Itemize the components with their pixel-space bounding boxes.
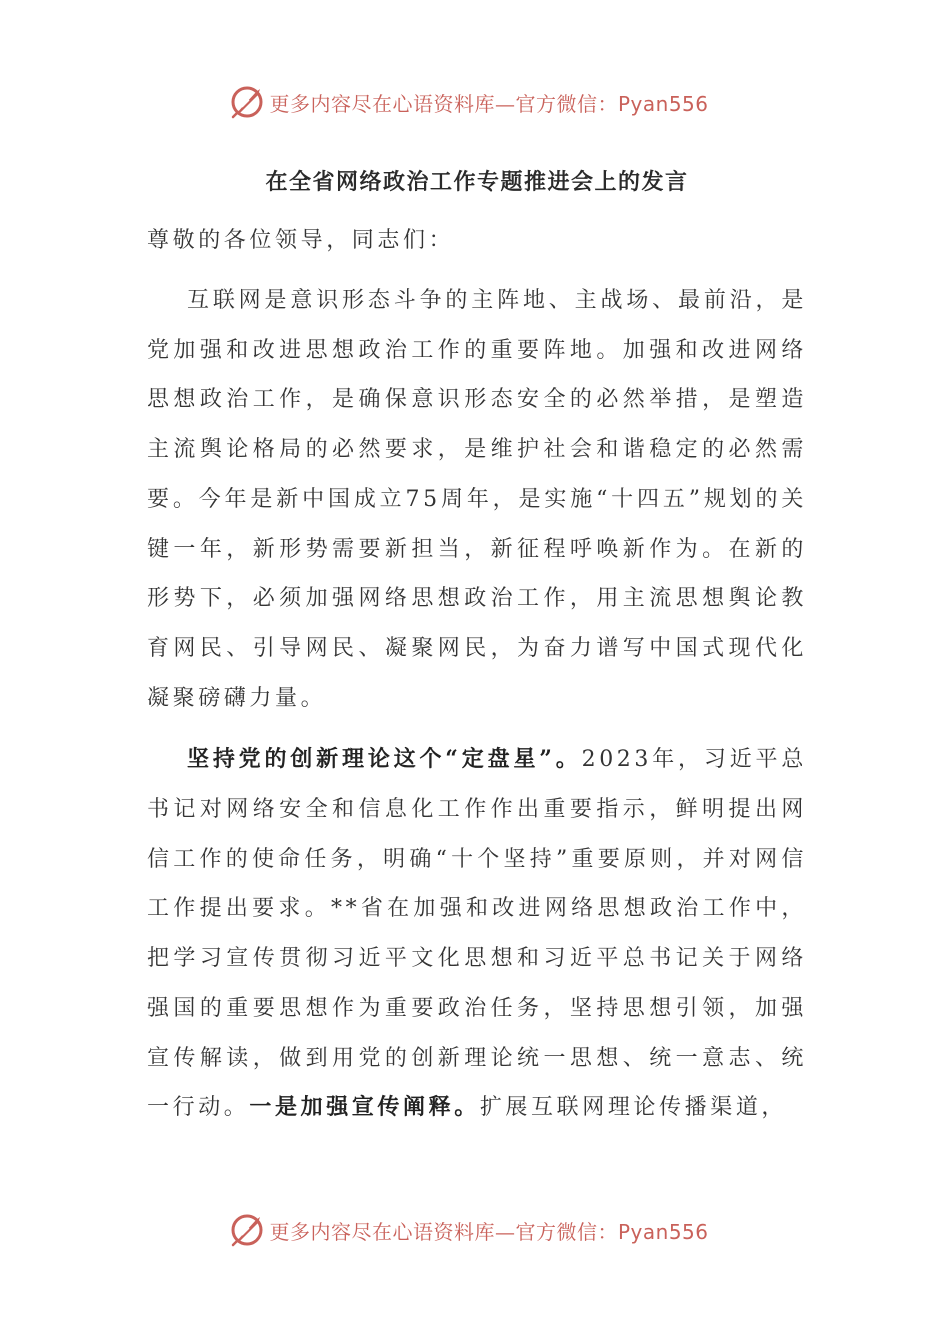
document-body	[147, 168, 807, 1133]
banner-content	[229, 1212, 708, 1248]
section-heading: 坚持党的创新理论这个“定盘星”。	[187, 746, 582, 773]
salutation: 尊敬的各位领导，同志们：	[147, 228, 455, 253]
banner-wechat-id: Pyan556	[617, 1219, 709, 1244]
banner-caption: 更多内容尽在心语资料库—官方微信：	[269, 1219, 618, 1244]
banner-content	[229, 84, 708, 120]
quill-pen-logo-icon	[229, 1212, 265, 1248]
paragraph-section-1	[147, 735, 807, 1133]
banner-text	[269, 88, 708, 117]
banner-caption: 更多内容尽在心语资料库—官方微信：	[269, 91, 618, 116]
banner-wechat-id: Pyan556	[617, 91, 709, 116]
banner-text	[269, 1216, 708, 1245]
section-tail: 扩展互联网理论传播渠道，	[479, 1095, 788, 1121]
section-body: 2023年，习近平总书记对网络安全和信息化工作作出重要指示，鲜明提出网信工作的使命任务，明确“十个坚持”重要原则，并对网信工作提出要求。**省在加强和改进网络思想政治工作中，把学习宣传贯彻习近平文化思想和习近平总书记关于网络强国的重要思想作为重要政治任务，坚持思想引领，加强宣传解读，做到用党的创新理论统一思想、统一意志、统一行动。	[147, 747, 807, 1121]
quill-pen-logo-icon	[229, 84, 265, 120]
document-title: 在全省网络政治工作专题推进会上的发言	[265, 169, 689, 195]
paragraph-spacer	[147, 723, 807, 735]
footer-banner	[0, 1208, 950, 1252]
section-subheading: 一是加强宣传阐释。	[249, 1094, 480, 1121]
paragraph-intro: 互联网是意识形态斗争的主阵地、主战场、最前沿，是党加强和改进思想政治工作的重要阵地。加强和改进网络思想政治工作，是确保意识形态安全的必然举措，是塑造主流舆论格局的必然要求，是维护社会和谐稳定的必然需要。今年是新中国成立75周年，是实施“十四五”规划的关键一年，新形势需要新担当，新征程呼唤新作为。在新的形势下，必须加强网络思想政治工作，用主流思想舆论教育网民、引导网民、凝聚网民，为奋力谱写中国式现代化凝聚磅礴力量。	[147, 288, 807, 711]
header-banner	[0, 80, 950, 124]
